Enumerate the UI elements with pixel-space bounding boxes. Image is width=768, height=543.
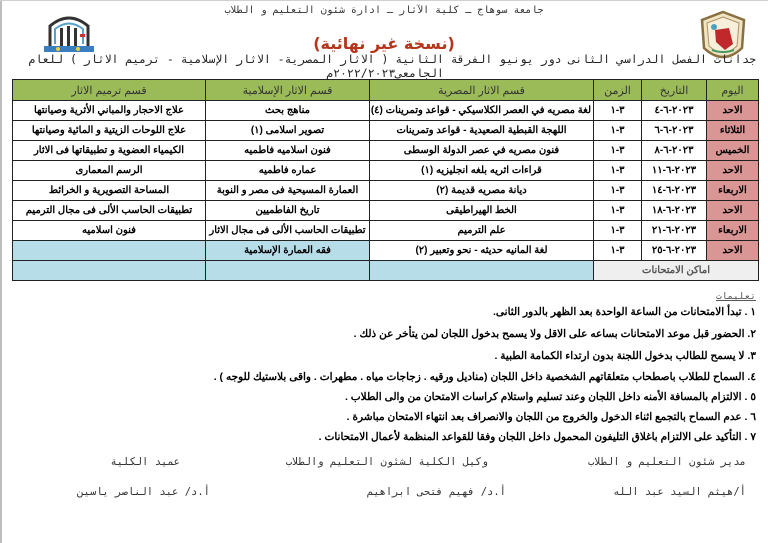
table-row bbox=[13, 101, 759, 121]
islamic-place-cell bbox=[206, 261, 370, 281]
table-header-row bbox=[13, 80, 759, 101]
date-cell: ٢٠٢٣-٦-٢٥ bbox=[642, 241, 707, 261]
day-cell: الخميس bbox=[707, 141, 759, 161]
exam-schedule-table bbox=[12, 79, 759, 281]
page-left-border bbox=[0, 0, 2, 543]
day-cell: الاربعاء bbox=[707, 221, 759, 241]
instruction-item: ٢. الحضور قبل موعد الامتحانات بساعه على الاقل ولا يسمح بدخول اللجان لمن يتأخر عن ذلك . bbox=[353, 328, 756, 340]
title-prefix: جد bbox=[742, 52, 756, 66]
restoration-cell: الرسم المعمارى bbox=[13, 161, 206, 181]
university-line: جامعة سوهاج ـ كلية الآثار ـ ادارة شئون التعليم و الطلاب bbox=[224, 5, 544, 16]
restoration-cell: المساحة التصويرية و الخرائط bbox=[13, 181, 206, 201]
time-cell: ٣-١ bbox=[594, 121, 642, 141]
instructions-heading: تعليمات bbox=[715, 291, 756, 302]
restoration-cell: تطبيقات الحاسب الألى فى مجال الترميم bbox=[13, 201, 206, 221]
restoration-cell: الكيمياء العضوية و تطبيقاتها فى الاثار bbox=[13, 141, 206, 161]
table-row bbox=[13, 241, 759, 261]
time-cell: ٣-١ bbox=[594, 221, 642, 241]
egyptian-cell: لغة مصريه في العصر الكلاسيكي - قواعد وتمرينات (٤) bbox=[370, 101, 594, 121]
signature-title-director: مدير شئون التعليم و الطلاب bbox=[587, 456, 746, 468]
table-row bbox=[13, 181, 759, 201]
col-header-egyptian: قسم الاثار المصرية bbox=[370, 80, 594, 101]
signature-name-vice-dean: أ.د/ فهيم فتحى ابراهيم bbox=[366, 486, 506, 498]
time-cell: ٣-١ bbox=[594, 241, 642, 261]
col-header-islamic: قسم الاثار الإسلامية bbox=[206, 80, 370, 101]
signature-name-dean: أ.د/ عبد الناصر ياسين bbox=[77, 486, 210, 498]
schedule-title bbox=[14, 52, 756, 80]
signature-title-dean: عميد الكلية bbox=[110, 456, 180, 468]
time-cell: ٣-١ bbox=[594, 141, 642, 161]
table-row bbox=[13, 141, 759, 161]
egyptian-cell: اللهجة القبطية الصعيدية - قواعد وتمرينات bbox=[370, 121, 594, 141]
col-header-day: اليوم bbox=[707, 80, 759, 101]
instruction-item: ٦ . عدم السماح بالتجمع اثناء الدخول والخروج من اللجان والانصراف بعد انتهاء الامتحان مباشرة . bbox=[346, 411, 756, 423]
date-cell: ٢٠٢٣-٦-٤ bbox=[642, 101, 707, 121]
egyptian-cell: علم الترميم bbox=[370, 221, 594, 241]
title-text: انات الفصل الدراسي الثانى دور يونيو الفرقة الثانية ( الاثار المصرية- الاثار الإسلامية - ترميم الاثار ) للعام الجامعي٢٠٢٢/٢٠٢٣م bbox=[28, 52, 742, 80]
day-cell: الاحد bbox=[707, 161, 759, 181]
col-header-date: التاريخ bbox=[642, 80, 707, 101]
day-cell: الاحد bbox=[707, 241, 759, 261]
places-row bbox=[13, 261, 759, 281]
egyptian-place-cell bbox=[370, 261, 594, 281]
egyptian-cell: ديانة مصريه قديمة (٢) bbox=[370, 181, 594, 201]
restoration-cell: علاج اللوحات الزيتية و المائية وصيانتها bbox=[13, 121, 206, 141]
time-cell: ٣-١ bbox=[594, 181, 642, 201]
col-header-restoration: قسم ترميم الاثار bbox=[13, 80, 206, 101]
day-cell: الاحد bbox=[707, 201, 759, 221]
signature-name-director: أ/هيثم السيد عبد الله bbox=[613, 486, 746, 498]
instruction-item: ٥ . الالتزام بالمسافة الأمنه داخل اللجان وعند تسليم واستلام كراسات الامتحان من والى الطلاب . bbox=[344, 391, 756, 403]
date-cell: ٢٠٢٣-٦-٢١ bbox=[642, 221, 707, 241]
islamic-cell: فنون اسلاميه فاطميه bbox=[206, 141, 370, 161]
exam-places-label: اماكن الامتحانات bbox=[594, 261, 759, 281]
time-cell: ٣-١ bbox=[594, 101, 642, 121]
time-cell: ٣-١ bbox=[594, 161, 642, 181]
islamic-cell: فقه العمارة الإسلامية bbox=[206, 241, 370, 261]
day-cell: الثلاثاء bbox=[707, 121, 759, 141]
instruction-item: ٧ . التأكيد على الالتزام باغلاق التليفون المحمول داخل اللجان وفقا للقواعد المنظمة لأعمال الامتحانات . bbox=[318, 431, 756, 443]
page-top-border bbox=[0, 0, 768, 1]
date-cell: ٢٠٢٣-٦-١١ bbox=[642, 161, 707, 181]
date-cell: ٢٠٢٣-٦-٦ bbox=[642, 121, 707, 141]
time-cell: ٣-١ bbox=[594, 201, 642, 221]
instruction-item: ١ . تبدأ الامتحانات من الساعة الواحدة بعد الظهر بالدور الثانى. bbox=[493, 306, 756, 318]
islamic-cell: تصوير اسلامى (١) bbox=[206, 121, 370, 141]
instruction-item: ٤. السماح للطلاب باصطحاب متعلقاتهم الشخصية داخل اللجان (مناديل ورقيه . زجاجات مياه . مطهرات . واقى بلاستيك للوجه ) . bbox=[213, 371, 756, 383]
egyptian-cell: الخط الهيراطيقى bbox=[370, 201, 594, 221]
date-cell: ٢٠٢٣-٦-١٤ bbox=[642, 181, 707, 201]
table-row bbox=[13, 201, 759, 221]
islamic-cell: تطبيقات الحاسب الألى فى مجال الاثار bbox=[206, 221, 370, 241]
egyptian-cell: فنون مصريه في عصر الدولة الوسطى bbox=[370, 141, 594, 161]
col-header-time: الزمن bbox=[594, 80, 642, 101]
islamic-cell: عماره فاطميه bbox=[206, 161, 370, 181]
table-row bbox=[13, 161, 759, 181]
restoration-place-cell bbox=[13, 261, 206, 281]
islamic-cell: مناهج بحث bbox=[206, 101, 370, 121]
islamic-cell: العمارة المسيحية فى مصر و النوبة bbox=[206, 181, 370, 201]
egyptian-cell: لغة المانيه حديثه - نحو وتعبير (٢) bbox=[370, 241, 594, 261]
signature-title-vice-dean: وكيل الكلية لشئون التعليم والطلاب bbox=[285, 456, 488, 468]
restoration-cell bbox=[13, 241, 206, 261]
table-row bbox=[13, 221, 759, 241]
date-cell: ٢٠٢٣-٦-١٨ bbox=[642, 201, 707, 221]
day-cell: الاربعاء bbox=[707, 181, 759, 201]
restoration-cell: فنون اسلاميه bbox=[13, 221, 206, 241]
instruction-item: ٣. لا يسمح للطالب بدخول اللجنة بدون ارتداء الكمامة الطبية . bbox=[494, 350, 756, 362]
egyptian-cell: قراءات اثريه بلغه انجليزيه (١) bbox=[370, 161, 594, 181]
draft-notice: (نسخة غير نهائية) bbox=[313, 34, 455, 53]
date-cell: ٢٠٢٣-٦-٨ bbox=[642, 141, 707, 161]
table-row bbox=[13, 121, 759, 141]
restoration-cell: علاج الاحجار والمباني الأثرية وصيانتها bbox=[13, 101, 206, 121]
day-cell: الاحد bbox=[707, 101, 759, 121]
islamic-cell: تاريخ الفاطميين bbox=[206, 201, 370, 221]
